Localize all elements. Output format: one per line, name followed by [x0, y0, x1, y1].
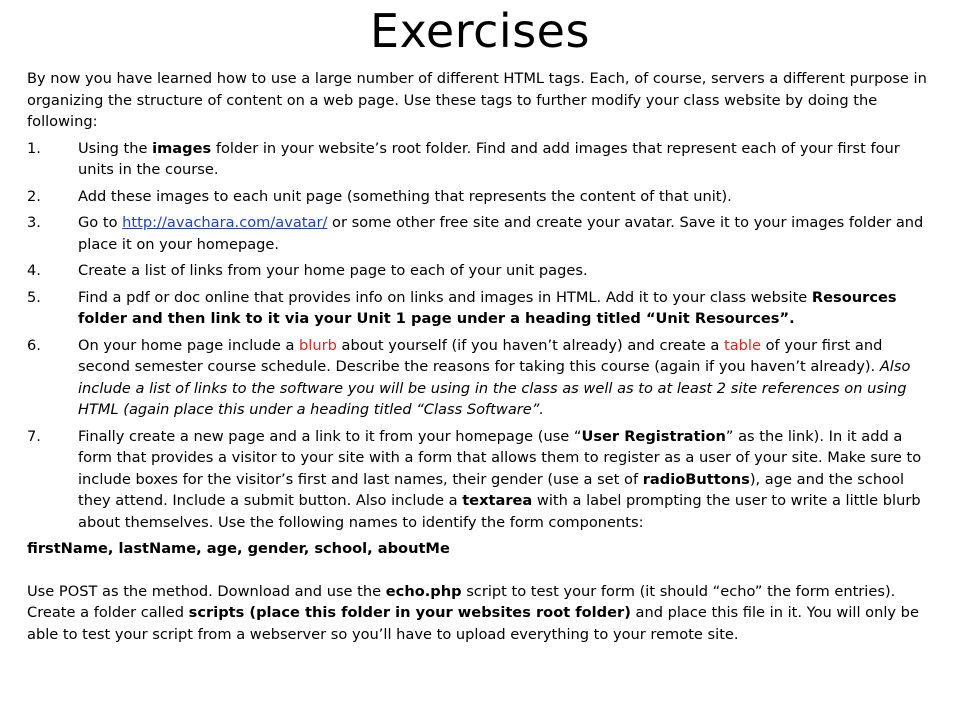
exercise-item-6: [27, 335, 939, 421]
item-number: 6.: [27, 336, 41, 354]
paragraph-text: and place this file in it. You will only be able to test your script from a webserver so you’ll have to upload everything to your remote site.: [27, 604, 919, 643]
highlight-table: table: [724, 336, 761, 354]
paragraph-text: script to test your form (it should “echo” the form entries). Create a folder called: [27, 582, 896, 621]
item-text: Create a list of links from your home page to each of your unit pages.: [78, 262, 588, 279]
item-number: 5.: [27, 288, 41, 306]
slide-title: Exercises: [370, 4, 590, 58]
item-text: or some other free site and create your avatar. Save it to your images folder and place it on your homepage.: [78, 214, 924, 253]
item-text: On your home page include a: [78, 336, 300, 354]
exercise-item-4: [27, 260, 939, 282]
item-text: Go to: [78, 214, 123, 231]
exercise-item-2: [27, 186, 939, 208]
item-text: ” as the link). In it add a form that provides a visitor to your site with a form that allows them to register as a user of your site. Make sure to include boxes for the visitor’s first and last names, their gender (use a set of: [78, 427, 922, 488]
slide-body: [27, 68, 939, 645]
emphasis-radiobuttons: radioButtons: [642, 470, 750, 488]
exercise-item-5: [27, 287, 939, 330]
item-text: Using the: [78, 139, 153, 157]
emphasis-user-registration: User Registration: [581, 427, 726, 445]
emphasis-textarea: textarea: [462, 492, 533, 509]
italic-software-note: Also include a list of links to the software you will be using in the class as well as to at least 2 site references on using HTML (again place this under a heading titled “Class Software”.: [78, 358, 911, 418]
item-text: Find a pdf or doc online that provides info on links and images in HTML. Add it to your class website: [78, 288, 812, 306]
intro-paragraph: By now you have learned how to use a large number of different HTML tags. Each, of course, servers a different purpose in organizing the structure of content on a web page. Use these tags to further modify your class website by doing the following:: [27, 70, 927, 130]
item-text: with a label prompting the user to write a little blurb about themselves. Use the following names to identify the form components:: [78, 492, 921, 531]
item-text: folder in your website’s root folder. Find and add images that represent each of your first four units in the course.: [78, 139, 900, 178]
item-text: of your first and second semester course schedule. Describe the reasons for taking this course (again if you haven’t already).: [78, 336, 883, 375]
item-text: Finally create a new page and a link to it from your homepage (use “: [78, 427, 582, 445]
item-text: about yourself (if you haven’t already) and create a: [336, 336, 724, 354]
form-component-names: firstName, lastName, age, gender, school, aboutMe: [27, 540, 450, 557]
highlight-blurb: blurb: [299, 336, 337, 354]
emphasis-scripts-folder: scripts (place this folder in your websites root folder): [188, 604, 631, 621]
item-text: ), age and the school they attend. Include a submit button. Also include a: [78, 470, 905, 509]
exercise-item-7: [27, 426, 939, 534]
item-number: 7.: [27, 427, 41, 445]
closing-paragraph: [27, 581, 939, 646]
exercise-item-1: [27, 138, 939, 181]
paragraph-text: Use POST as the method. Download and use the: [27, 582, 386, 600]
item-number: 3.: [27, 214, 41, 231]
emphasis-resources: Resources folder and then link to it via your Unit 1 page under a heading titled “Unit Resources”.: [78, 288, 897, 327]
exercise-item-3: [27, 212, 939, 255]
exercise-list: [27, 138, 939, 534]
item-number: 1.: [27, 139, 41, 157]
emphasis-echo-php: echo.php: [385, 582, 462, 600]
item-number: 2.: [27, 187, 41, 205]
avatar-site-link[interactable]: http://avachara.com/avatar/: [122, 214, 328, 231]
emphasis-images: images: [152, 139, 212, 157]
item-number: 4.: [27, 262, 41, 279]
item-text: Add these images to each unit page (something that represents the content of that unit).: [78, 187, 732, 205]
